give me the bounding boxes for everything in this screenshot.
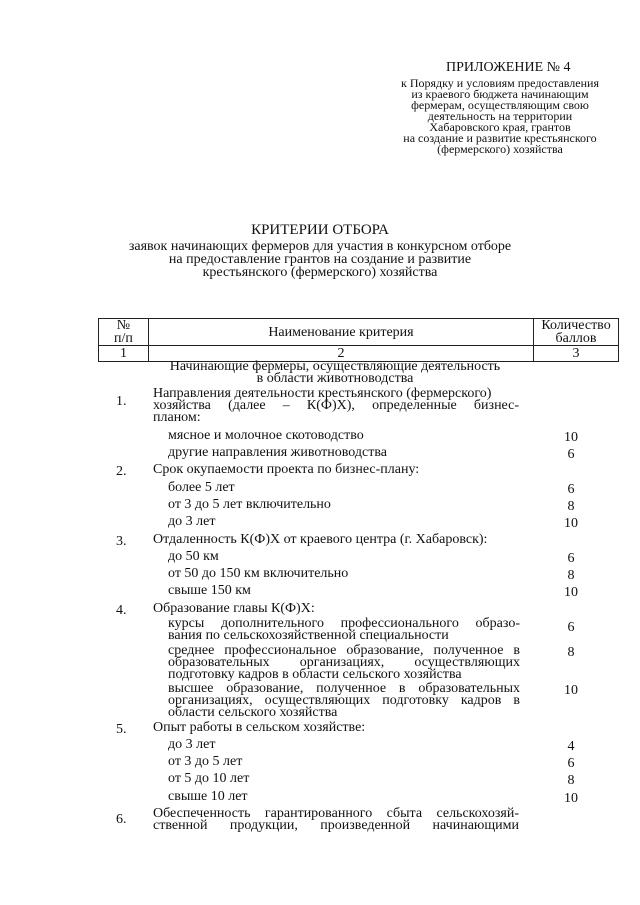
option-label xyxy=(168,683,520,719)
option-points: 10 xyxy=(564,683,578,698)
criterion-number: 6. xyxy=(116,812,127,827)
option-label-line: организациях, осуществляющих подготовку кадров в xyxy=(168,693,520,708)
header-number-line: № xyxy=(116,318,131,333)
appendix-title: ПРИЛОЖЕНИЕ № 4 xyxy=(446,60,571,75)
criterion-title-line: Обеспеченность гарантированного сбыта сельскохозяй- xyxy=(153,806,519,821)
option-label-line: образовательных организациях, осуществляющих xyxy=(168,655,520,670)
option-label: до 3 лет xyxy=(168,737,216,752)
option-label xyxy=(168,645,520,681)
option-label-line: среднее профессиональное образование, полученное в xyxy=(168,643,520,658)
appendix-line: (фермерского) хозяйства xyxy=(437,142,563,156)
option-label: от 5 до 10 лет xyxy=(168,771,250,786)
criterion-number: 1. xyxy=(116,394,127,409)
criterion-title: Образование главы К(Ф)Х: xyxy=(153,601,315,616)
header-number xyxy=(99,319,149,346)
option-points: 10 xyxy=(564,430,578,445)
option-label: от 50 до 150 км включительно xyxy=(168,566,349,581)
appendix-line: деятельность на территории xyxy=(427,109,573,123)
appendix-line: на создание и развитие крестьянского xyxy=(403,131,597,145)
appendix-line: к Порядку и условиям предоставления xyxy=(401,76,599,90)
option-label xyxy=(168,618,520,642)
header-points-line: Количество xyxy=(541,318,611,333)
header-number-line: п/п xyxy=(114,331,133,346)
criteria-table-header xyxy=(98,318,619,362)
criterion-title: Срок окупаемости проекта по бизнес-плану: xyxy=(153,462,420,477)
criterion-number: 4. xyxy=(116,603,127,618)
header-criterion-name: Наименование критерия xyxy=(148,319,533,346)
option-points: 6 xyxy=(567,756,575,771)
option-label: свыше 10 лет xyxy=(168,789,248,804)
criterion-title-line: ственной продукции, произведенной начинающими xyxy=(153,818,519,833)
option-points: 10 xyxy=(564,585,578,600)
option-label-line: курсы дополнительного профессионального образо- xyxy=(168,616,520,631)
option-label-line: подготовку кадров в области сельского хозяйства xyxy=(168,667,462,682)
criterion-title: Опыт работы в сельском хозяйстве: xyxy=(153,720,366,735)
option-points: 4 xyxy=(567,739,575,754)
option-label: свыше 150 км xyxy=(168,583,251,598)
criterion-title-line: хозяйства (далее – К(Ф)Х), определенные бизнес- xyxy=(153,398,519,413)
subtitle-line: на предоставление грантов на создание и развитие xyxy=(168,252,472,267)
option-points: 6 xyxy=(567,620,575,635)
option-label: мясное и молочное скотоводство xyxy=(168,428,364,443)
option-label: более 5 лет xyxy=(168,480,235,495)
criterion-title xyxy=(153,388,519,424)
section-heading xyxy=(150,361,520,385)
criterion-number: 2. xyxy=(116,464,127,479)
section-heading-line: в области животноводства xyxy=(256,371,414,386)
option-label: от 3 до 5 лет включительно xyxy=(168,497,331,512)
criterion-title: Отдаленность К(Ф)Х от краевого центра (г. Хабаровск): xyxy=(153,532,488,547)
criterion-number: 3. xyxy=(116,534,127,549)
document-subtitle xyxy=(100,240,540,279)
criterion-title-line: планом: xyxy=(153,410,201,425)
option-label: другие направления животноводства xyxy=(168,445,387,460)
option-points: 6 xyxy=(567,482,575,497)
option-points: 8 xyxy=(567,645,575,660)
option-label-line: области сельского хозяйства xyxy=(168,705,338,720)
option-points: 6 xyxy=(567,551,575,566)
criterion-title xyxy=(153,808,519,832)
option-points: 8 xyxy=(567,568,575,583)
appendix-line: Хабаровского края, грантов xyxy=(429,120,571,134)
option-points: 6 xyxy=(567,447,575,462)
header-points-line: баллов xyxy=(555,331,597,346)
column-number: 1 xyxy=(99,346,149,362)
option-points: 8 xyxy=(567,773,575,788)
option-points: 8 xyxy=(567,499,575,514)
option-label-line: вания по сельскохозяйственной специальности xyxy=(168,628,449,643)
document-title: КРИТЕРИИ ОТБОРА xyxy=(251,222,389,238)
subtitle-line: крестьянского (фермерского) хозяйства xyxy=(202,265,438,280)
option-points: 10 xyxy=(564,791,578,806)
option-label: до 50 км xyxy=(168,549,219,564)
option-label: от 3 до 5 лет xyxy=(168,754,243,769)
header-points xyxy=(534,319,619,346)
option-label-line: высшее образование, полученное в образовательных xyxy=(168,681,520,696)
criterion-title-line: Направления деятельности крестьянского (фермерского) xyxy=(153,386,492,401)
subtitle-line: заявок начинающих фермеров для участия в конкурсном отборе xyxy=(128,239,512,254)
appendix-line: из краевого бюджета начинающим xyxy=(411,87,589,101)
column-number: 3 xyxy=(534,346,619,362)
column-number: 2 xyxy=(148,346,533,362)
section-heading-line: Начинающие фермеры, осуществляющие деятельность xyxy=(169,359,501,374)
option-label: до 3 лет xyxy=(168,514,216,529)
appendix-reference xyxy=(382,78,618,155)
option-points: 10 xyxy=(564,516,578,531)
criterion-number: 5. xyxy=(116,722,127,737)
appendix-line: фермерам, осуществляющим свою xyxy=(411,98,589,112)
